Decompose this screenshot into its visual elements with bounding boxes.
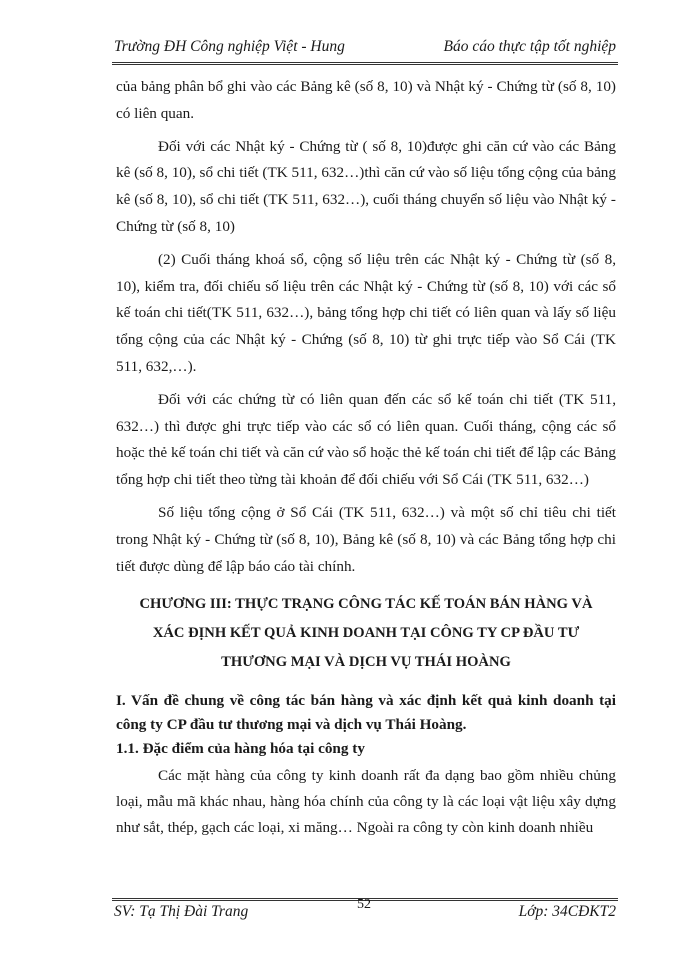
header-report-title: Báo cáo thực tập tốt nghiệp	[443, 38, 616, 55]
paragraph-5: Số liệu tổng cộng ở Sổ Cái (TK 511, 632…) và một số chỉ tiêu chi tiết trong Nhật ký - Chứng từ (số 8, 10), Bảng kê (số 8, 10) và các Bảng tổng hợp chi tiết được dùng để lập báo cáo tài chính.	[116, 503, 616, 575]
paragraph-4: Đối với các chứng từ có liên quan đến các sổ kế toán chi tiết (TK 511, 632…) thì được ghi trực tiếp vào các sổ có liên quan. Cuối tháng, cộng các sổ hoặc thẻ kế toán chi tiết và căn cứ vào sổ hoặc thẻ kế toán chi tiết để lập các Bảng tổng hợp chi tiết theo từng tài khoản để đối chiếu với Sổ Cái (TK 511, 632…)	[116, 390, 616, 489]
footer-student-name: SV: Tạ Thị Đài Trang	[114, 903, 249, 920]
footer-class: Lớp: 34CĐKT2	[518, 903, 616, 920]
page-footer	[112, 898, 618, 925]
footer-page-number: 52	[357, 897, 371, 912]
section-heading-1-1: 1.1. Đặc điểm của hàng hóa tại công ty	[116, 740, 365, 758]
paragraph-3: (2) Cuối tháng khoá sổ, cộng số liệu trên các Nhật ký - Chứng từ (số 8, 10), kiểm tra, đối chiếu số liệu trên các Nhật ký - Chứng từ (số 8, 10) với các sổ kế toán chi tiết(TK 511, 632…), bảng tổng hợp chi tiết có liên quan và lấy số liệu tổng cộng của các Nhật ký - Chứng (số 8, 10) từ ghi trực tiếp vào Sổ Cái (TK 511, 632,…).	[116, 250, 616, 375]
section-heading-1: I. Vấn đề chung về công tác bán hàng và xác định kết quả kinh doanh tại công ty CP đầu tư thương mại và dịch vụ Thái Hoàng.	[116, 692, 616, 734]
header-school-name: Trường ĐH Công nghiệp Việt - Hung	[114, 38, 345, 55]
page-header	[112, 36, 618, 65]
page-content	[116, 74, 616, 847]
paragraph-2: Đối với các Nhật ký - Chứng từ ( số 8, 10)được ghi căn cứ vào các Bảng kê (số 8, 10), sổ chi tiết (TK 511, 632…)thì căn cứ vào số liệu tổng cộng của bảng kê (số 8, 10), sổ chi tiết (TK 511, 632…), cuối tháng chuyển số liệu vào Nhật ký - Chứng từ (số 8, 10)	[116, 137, 616, 235]
chapter-title: CHƯƠNG III: THỰC TRẠNG CÔNG TÁC KẾ TOÁN BÁN HÀNG VÀ XÁC ĐỊNH KẾT QUẢ KINH DOANH TẠI CÔNG TY CP ĐẦU TƯ THƯƠNG MẠI VÀ DỊCH VỤ THÁI HOÀNG	[139, 596, 593, 671]
paragraph-6: Các mặt hàng của công ty kinh doanh rất đa dạng bao gồm nhiều chủng loại, mẫu mã khác nhau, hàng hóa chính của công ty là các loại vật liệu xây dựng như sắt, thép, gạch các loại, xi măng… Ngoài ra công ty còn kinh doanh nhiều	[116, 767, 616, 837]
paragraph-1: của bảng phân bổ ghi vào các Bảng kê (số 8, 10) và Nhật ký - Chứng từ (số 8, 10) có liên quan.	[116, 78, 616, 122]
